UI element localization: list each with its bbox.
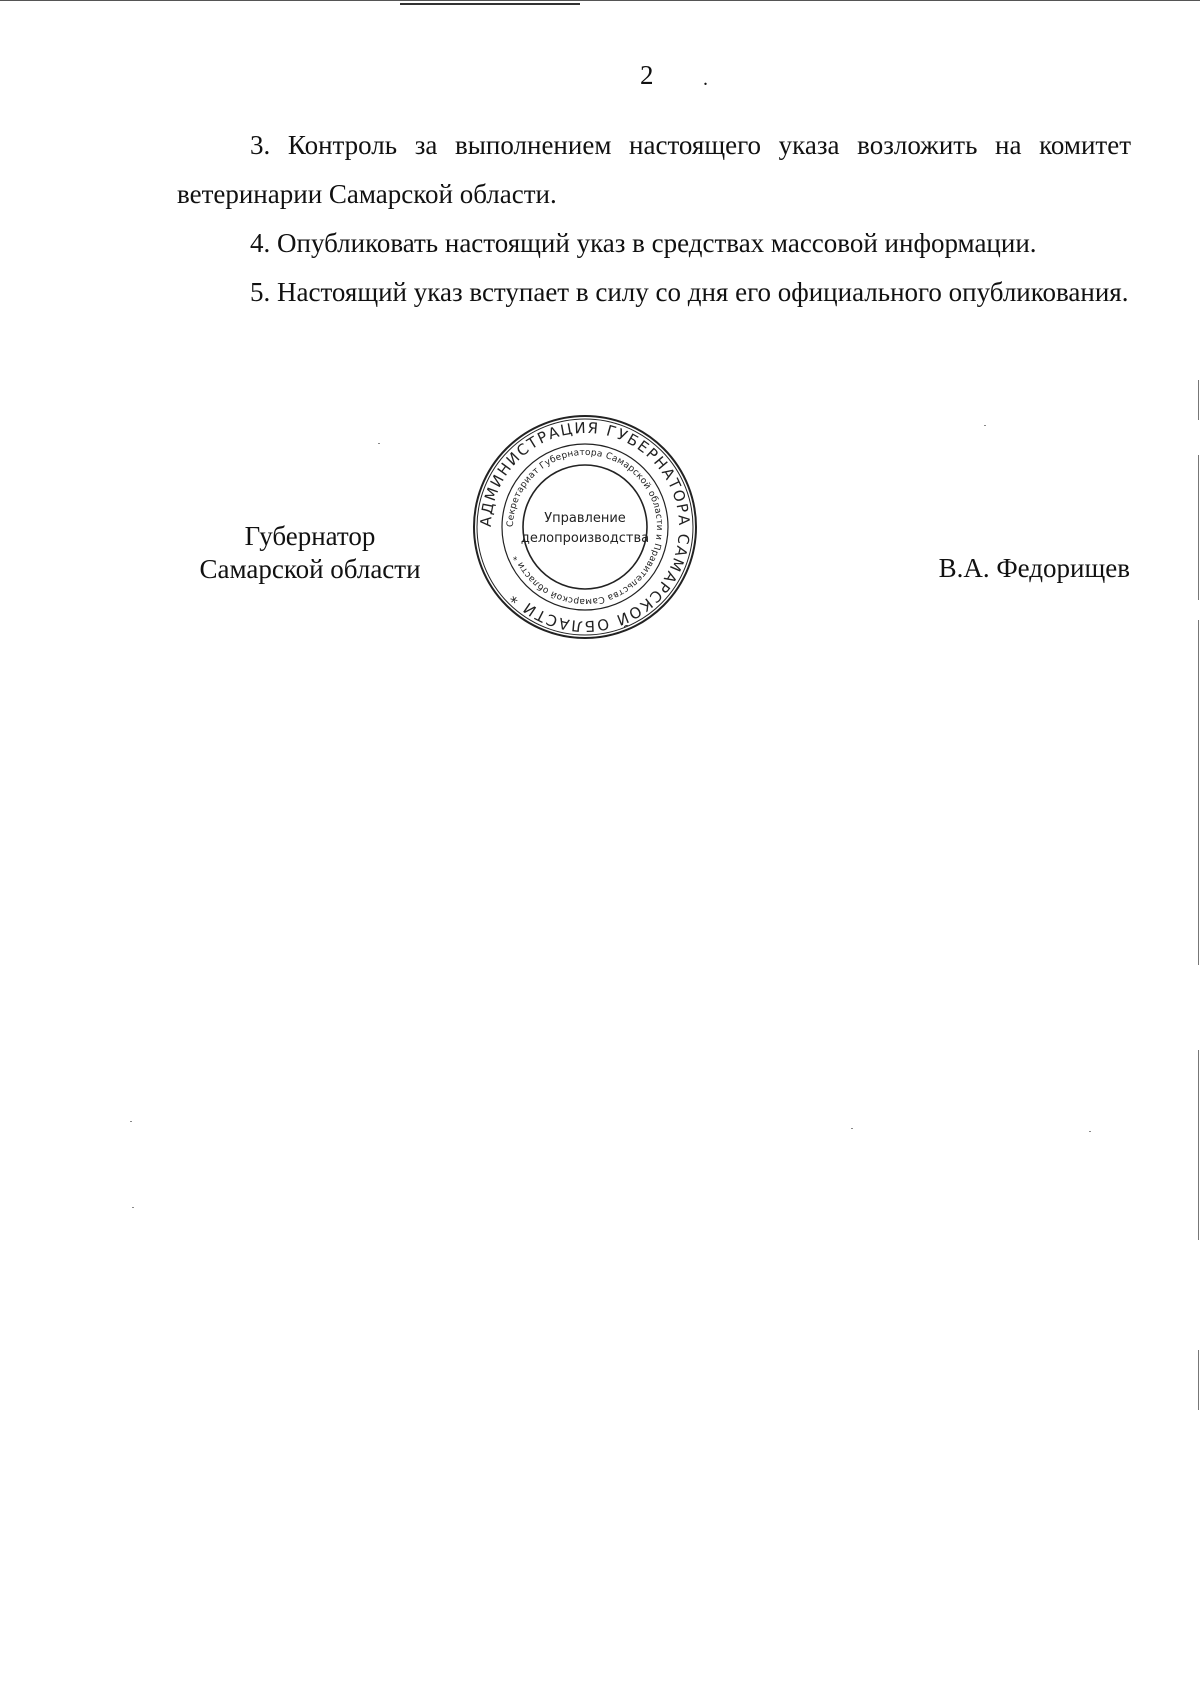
top-cut-off-fragment: [400, 0, 580, 5]
top-edge-rule: [0, 0, 1200, 1]
signature-title: [180, 520, 440, 586]
page-number-dot: .: [703, 68, 708, 90]
signature-title-line1: Губернатор: [244, 521, 376, 551]
stamp-inner-text: Секретариат Губернатора Самарской области и Правительства Самарской области *: [505, 447, 665, 607]
stamp-center-line2: делопроизводства: [520, 531, 650, 546]
stamp-inner-circle: [520, 465, 650, 589]
stamp-seal-graphic: [470, 412, 700, 642]
scan-edge-mark: [1198, 1050, 1199, 1240]
scan-speck: [1089, 1131, 1091, 1132]
scan-speck: [378, 443, 380, 444]
scan-edge-mark: [1198, 620, 1199, 965]
paragraph-4: 4. Опубликовать настоящий указ в средствах массовой информации.: [250, 228, 1037, 258]
stamp-middle-circle: [502, 444, 668, 610]
paragraph-3: 3. Контроль за выполнением настоящего указа возложить на комитет ветеринарии Самарской области.: [177, 130, 1131, 209]
stamp-outer-text: АДМИНИСТРАЦИЯ ГУБЕРНАТОРА САМАРСКОЙ ОБЛАСТИ *: [476, 418, 694, 636]
page-number: 2: [640, 60, 654, 90]
scan-speck: [984, 425, 986, 426]
scan-edge-mark: [1198, 455, 1199, 600]
scan-speck: [132, 1207, 134, 1208]
paragraph-5: 5. Настоящий указ вступает в силу со дня его официального опубликования.: [250, 277, 1129, 307]
stamp-center-line1: Управление: [544, 511, 626, 526]
scan-edge-mark: [1198, 380, 1199, 420]
signature-name: В.А. Федорищев: [938, 553, 1130, 583]
official-stamp: [470, 412, 700, 642]
scan-speck: [130, 1121, 132, 1122]
signature-title-line2: Самарской области: [199, 554, 421, 584]
scan-speck: [851, 1128, 853, 1129]
scan-edge-mark: [1198, 1350, 1199, 1410]
